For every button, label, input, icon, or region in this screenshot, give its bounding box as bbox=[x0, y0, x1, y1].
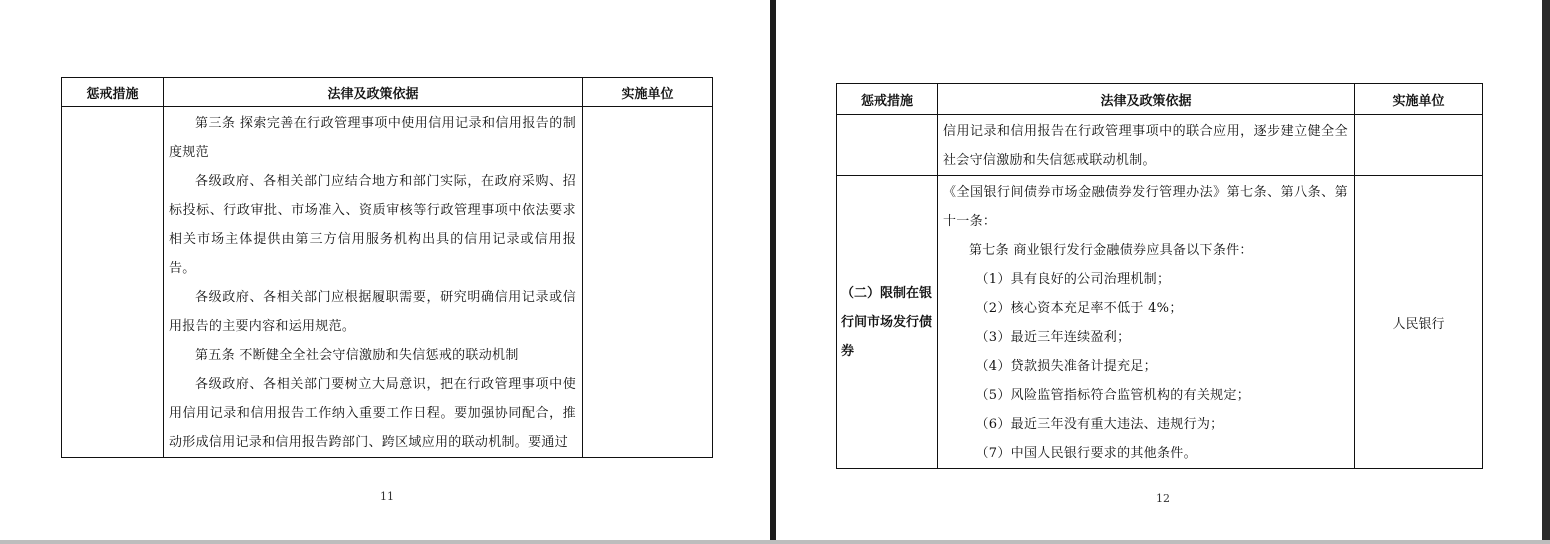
header-measure: 惩戒措施 bbox=[837, 84, 938, 115]
regulation-intro: 《全国银行间债券市场金融债券发行管理办法》第七条、第八条、第十一条： bbox=[943, 185, 1348, 229]
header-unit: 实施单位 bbox=[1355, 84, 1483, 115]
article-heading: 第五条 不断健全全社会守信激励和失信惩戒的联动机制 bbox=[195, 348, 519, 363]
table-header-row bbox=[62, 78, 713, 107]
list-item: （7）中国人民银行要求的其他条件。 bbox=[975, 446, 1197, 461]
policy-table-left bbox=[61, 77, 713, 458]
table-header-row bbox=[837, 84, 1483, 115]
list-item: （6）最近三年没有重大违法、违规行为； bbox=[975, 417, 1224, 432]
page-number: 11 bbox=[380, 490, 394, 503]
header-basis: 法律及政策依据 bbox=[938, 84, 1355, 115]
paragraph: 各级政府、各相关部门应根据履职需要，研究明确信用记录或信用报告的主要内容和运用规范。 bbox=[169, 290, 576, 334]
article-heading: 第七条 商业银行发行金融债券应具备以下条件： bbox=[969, 243, 1253, 258]
measure-cell: （二）限制在银行间市场发行债券 bbox=[837, 176, 938, 469]
paragraph: 各级政府、各相关部门要树立大局意识，把在行政管理事项中使用信用记录和信用报告工作纳入重要工作日程。要加强协同配合，推动形成信用记录和信用报告跨部门、跨区域应用的联动机制。要通过 bbox=[169, 377, 576, 450]
list-item: （3）最近三年连续盈利； bbox=[975, 330, 1131, 345]
table-row bbox=[837, 176, 1483, 469]
list-item: （1）具有良好的公司治理机制； bbox=[975, 272, 1171, 287]
policy-table-right bbox=[836, 83, 1483, 469]
table-row bbox=[837, 115, 1483, 176]
article-heading: 第三条 探索完善在行政管理事项中使用信用记录和信用报告的制度规范 bbox=[169, 116, 576, 160]
page-edge-shadow bbox=[1542, 0, 1550, 544]
paragraph: 各级政府、各相关部门应结合地方和部门实际，在政府采购、招标投标、行政审批、市场准入、资质审核等行政管理事项中依法要求相关市场主体提供由第三方信用服务机构出具的信用记录或信用报告。 bbox=[169, 174, 576, 276]
document-page-left bbox=[0, 0, 770, 544]
document-page-right bbox=[776, 0, 1550, 544]
measure-cell bbox=[837, 115, 938, 176]
list-item: （4）贷款损失准备计提充足； bbox=[975, 359, 1157, 374]
basis-cell bbox=[938, 176, 1355, 469]
list-item: （5）风险监管指标符合监管机构的有关规定； bbox=[975, 388, 1251, 403]
header-basis: 法律及政策依据 bbox=[164, 78, 583, 107]
basis-cell bbox=[164, 107, 583, 458]
measure-cell bbox=[62, 107, 164, 458]
unit-cell: 人民银行 bbox=[1355, 176, 1483, 469]
table-row bbox=[62, 107, 713, 458]
header-measure: 惩戒措施 bbox=[62, 78, 164, 107]
bottom-edge bbox=[0, 540, 1550, 544]
list-item: （2）核心资本充足率不低于 4%； bbox=[975, 301, 1183, 316]
unit-cell bbox=[1355, 115, 1483, 176]
header-unit: 实施单位 bbox=[583, 78, 713, 107]
unit-cell bbox=[583, 107, 713, 458]
page-number: 12 bbox=[1156, 492, 1170, 505]
basis-cell: 信用记录和信用报告在行政管理事项中的联合应用，逐步建立健全全社会守信激励和失信惩戒联动机制。 bbox=[938, 115, 1355, 176]
